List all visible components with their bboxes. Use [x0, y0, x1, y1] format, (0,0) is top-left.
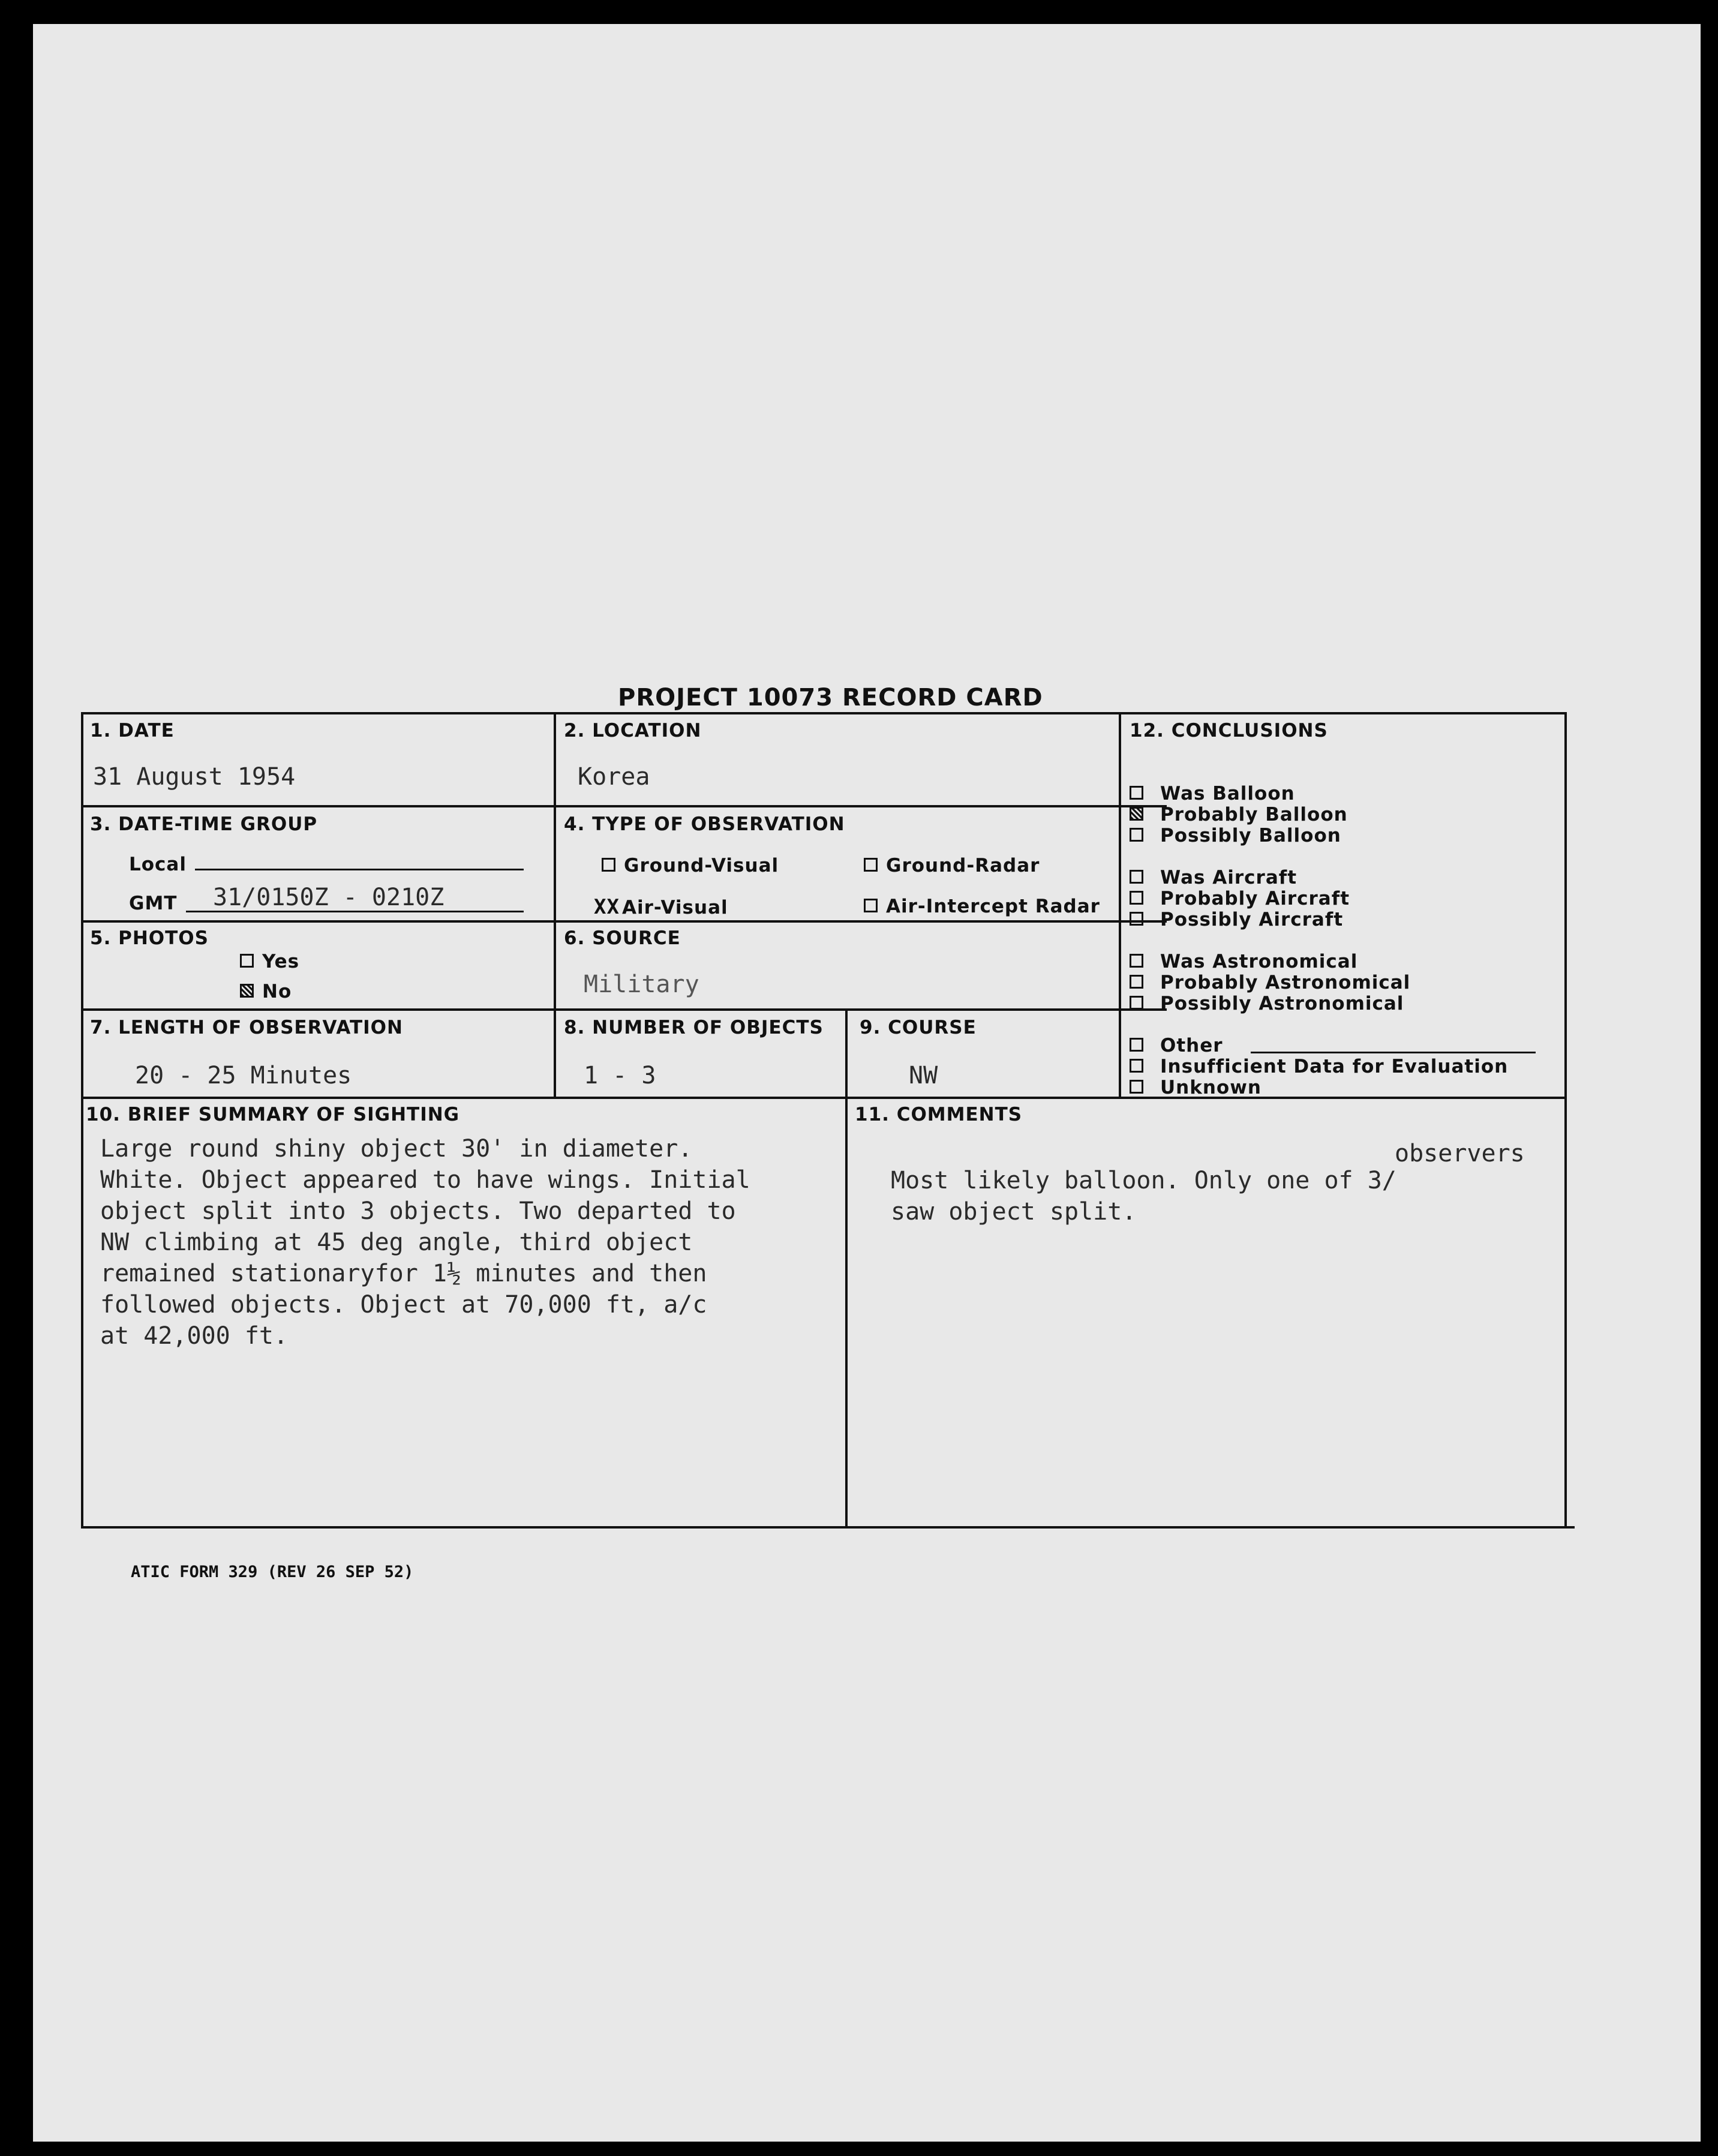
comments-text	[891, 1167, 1551, 1239]
conclusion-option	[1130, 951, 1357, 972]
source-label: 6. SOURCE	[564, 927, 681, 949]
option-air-visual: XX Air-Visual	[594, 895, 728, 919]
checkbox-icon	[1130, 1080, 1143, 1094]
date-value: 31 August 1954	[93, 763, 296, 791]
photos-label: 5. PHOTOS	[90, 927, 209, 949]
typed-check-mark: XX	[594, 895, 620, 919]
conclusion-option	[1130, 993, 1404, 1014]
checkbox-icon	[1130, 870, 1143, 884]
scanned-page	[33, 24, 1701, 2142]
checkbox-icon	[1130, 1038, 1143, 1052]
checked-box-icon	[240, 984, 254, 998]
source-value: Military	[584, 971, 699, 998]
conclusion-label: Probably Astronomical	[1160, 972, 1411, 993]
number-of-objects-label: 8. NUMBER OF OBJECTS	[564, 1017, 824, 1038]
comments-insert: observers	[1395, 1140, 1525, 1167]
conclusion-label: Was Astronomical	[1160, 951, 1358, 972]
conclusion-label: Other	[1160, 1035, 1223, 1056]
summary-line: at 42,000 ft.	[100, 1322, 289, 1350]
checkbox-icon	[1130, 912, 1143, 926]
summary-line: Large round shiny object 30' in diameter.	[100, 1135, 693, 1163]
checkbox-icon	[1130, 891, 1143, 905]
conclusion-option	[1130, 783, 1295, 804]
photos-yes: Yes	[240, 951, 299, 972]
checkbox-icon	[1130, 786, 1143, 800]
option-air-intercept-radar: Air-Intercept Radar	[864, 896, 1100, 917]
gmt-label: GMT	[129, 893, 178, 914]
length-of-observation-value: 20 - 25 Minutes	[135, 1062, 352, 1089]
conclusion-option	[1130, 804, 1348, 825]
conclusion-option	[1130, 867, 1297, 888]
conclusion-label: Possibly Aircraft	[1160, 909, 1344, 930]
checkbox-icon	[1130, 975, 1143, 989]
checkbox-icon	[602, 858, 615, 872]
conclusions-label: 12. CONCLUSIONS	[1130, 720, 1328, 741]
number-of-objects-value: 1 - 3	[584, 1062, 656, 1089]
location-label: 2. LOCATION	[564, 720, 702, 741]
summary-line: remained stationaryfor 1½ minutes and then	[100, 1260, 707, 1287]
conclusion-label: Probably Balloon	[1160, 804, 1348, 825]
conclusion-option	[1130, 1035, 1223, 1056]
conclusion-option	[1130, 1077, 1262, 1098]
type-of-observation-label: 4. TYPE OF OBSERVATION	[564, 813, 845, 835]
conclusion-label: Was Aircraft	[1160, 867, 1297, 888]
date-time-group-label: 3. DATE-TIME GROUP	[90, 813, 318, 835]
summary-line: NW climbing at 45 deg angle, third object	[100, 1229, 693, 1256]
summary-line: followed objects. Object at 70,000 ft, a/c	[100, 1291, 707, 1319]
comments-line: saw object split.	[891, 1198, 1137, 1226]
form-footer: ATIC FORM 329 (REV 26 SEP 52)	[131, 1563, 414, 1581]
local-label: Local	[129, 854, 187, 875]
checkbox-icon	[1130, 996, 1143, 1010]
conclusion-label: Insufficient Data for Evaluation	[1160, 1056, 1509, 1077]
length-of-observation-label: 7. LENGTH OF OBSERVATION	[90, 1017, 403, 1038]
photos-no: No	[240, 981, 292, 1002]
conclusion-option	[1130, 825, 1341, 846]
checkbox-icon	[1130, 828, 1143, 842]
checkbox-icon	[240, 954, 254, 968]
conclusion-label: Probably Aircraft	[1160, 888, 1350, 909]
conclusion-label: Was Balloon	[1160, 783, 1295, 804]
option-ground-radar: Ground-Radar	[864, 855, 1040, 876]
checked-box-icon	[1130, 807, 1143, 821]
conclusion-label: Unknown	[1160, 1077, 1262, 1098]
course-label: 9. COURSE	[860, 1017, 977, 1038]
card-title: PROJECT 10073 RECORD CARD	[618, 684, 1043, 711]
conclusion-option	[1130, 972, 1410, 993]
local-underline	[195, 869, 524, 870]
checkbox-icon	[1130, 1059, 1143, 1073]
date-label: 1. DATE	[90, 720, 175, 741]
checkbox-icon	[864, 858, 878, 872]
gmt-value: 31/0150Z - 0210Z	[213, 884, 444, 911]
comments-line: Most likely balloon. Only one of 3/	[891, 1167, 1396, 1194]
summary-line: White. Object appeared to have wings. Initial	[100, 1166, 750, 1194]
checkbox-icon	[1130, 954, 1143, 968]
summary-text	[100, 1135, 844, 1375]
summary-label: 10. BRIEF SUMMARY OF SIGHTING	[86, 1104, 460, 1125]
checkbox-icon	[864, 899, 878, 912]
conclusion-option	[1130, 1056, 1508, 1077]
conclusion-label: Possibly Balloon	[1160, 825, 1341, 846]
comments-label: 11. COMMENTS	[855, 1104, 1023, 1125]
course-value: NW	[909, 1062, 938, 1089]
other-underline	[1251, 1052, 1536, 1053]
conclusion-option	[1130, 888, 1350, 909]
summary-line: object split into 3 objects. Two departed to	[100, 1197, 736, 1225]
location-value: Korea	[578, 763, 650, 791]
conclusion-label: Possibly Astronomical	[1160, 993, 1404, 1014]
conclusion-option	[1130, 909, 1343, 930]
option-ground-visual: Ground-Visual	[602, 855, 779, 876]
